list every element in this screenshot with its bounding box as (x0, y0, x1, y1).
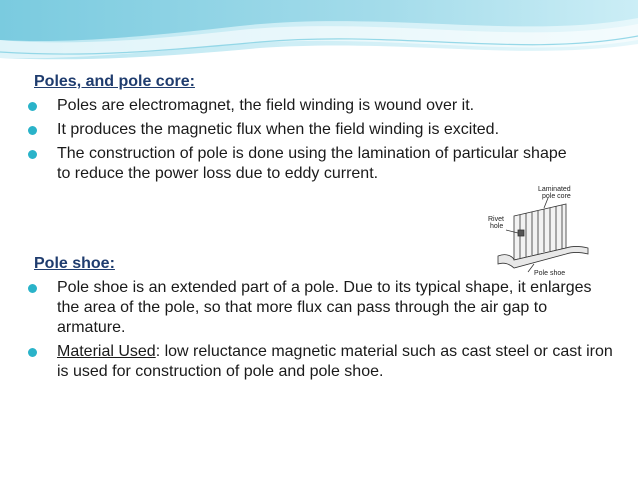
bullet-icon (28, 348, 37, 357)
label-laminated: Laminated (538, 186, 571, 193)
poles-bullet-list (26, 96, 616, 184)
laminated-pole-diagram (484, 186, 594, 280)
bullet-icon (28, 284, 37, 293)
pole-shoe-bullet-list (26, 278, 616, 382)
label-rivet: Rivet (488, 216, 504, 223)
list-item (26, 96, 616, 116)
label-pole-shoe: Pole shoe (534, 270, 566, 277)
bullet-text: It produces the magnetic flux when the field winding is excited. (57, 121, 500, 138)
bullet-text: Poles are electromagnet, the field winding is wound over it. (57, 97, 475, 114)
bullet-text: : low reluctance magnetic material such as cast steel or cast iron is used for construction of pole and pole shoe. (57, 343, 613, 380)
list-item (26, 120, 616, 140)
list-item (26, 342, 616, 382)
bullet-icon (28, 150, 37, 159)
pole-sketch-icon (484, 186, 594, 280)
bullet-icon (28, 126, 37, 135)
material-used-label: Material Used (57, 343, 156, 360)
list-item (26, 144, 577, 184)
poles-heading (34, 72, 616, 92)
label-hole: hole (490, 223, 504, 230)
pole-shoe-heading-text: Pole shoe: (34, 255, 115, 272)
poles-heading-text: Poles, and pole core: (34, 73, 195, 90)
bullet-icon (28, 102, 37, 111)
bullet-text: The construction of pole is done using the lamination of particular shape to reduce the power loss due to eddy current. (57, 145, 567, 182)
bullet-text: Pole shoe is an extended part of a pole. Due to its typical shape, it enlarges the area of the pole, so that more flux can pass through the air gap to armature. (57, 279, 592, 336)
label-pole-core: pole core (542, 193, 571, 200)
list-item (26, 278, 616, 338)
header-wave-banner (0, 0, 638, 70)
